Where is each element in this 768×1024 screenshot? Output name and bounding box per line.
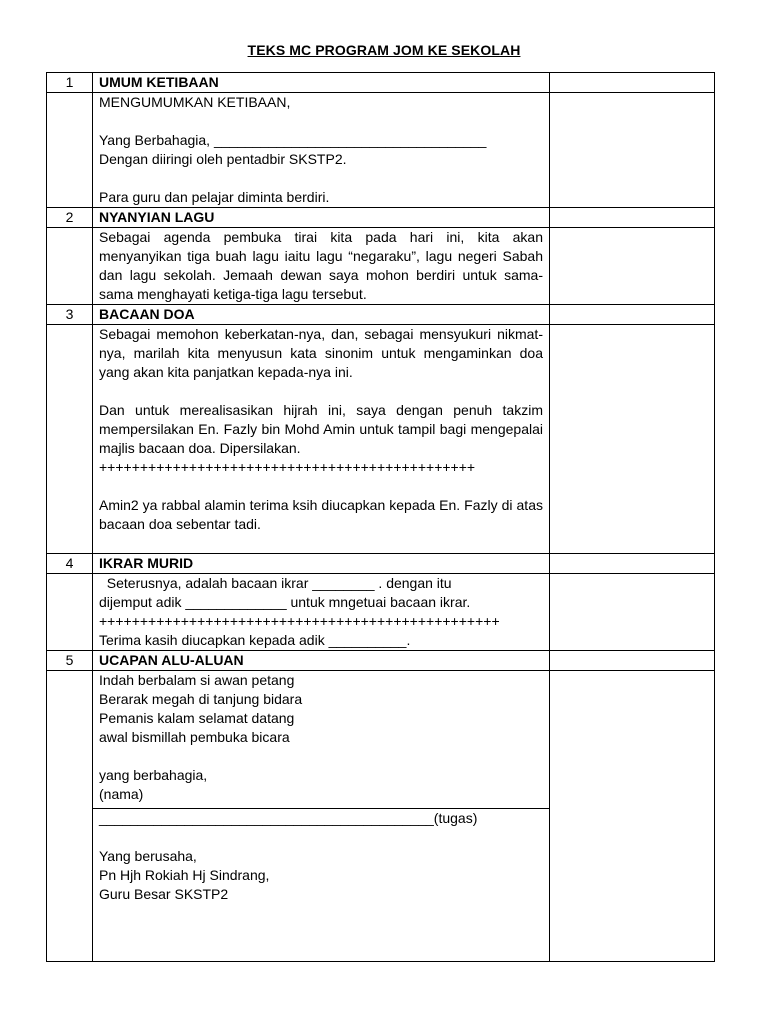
separator-line: ++++++++++++++++++++++++++++++++++++++++++++++ [99, 459, 476, 475]
section-heading: UCAPAN ALU-ALUAN [93, 651, 550, 671]
number-cell [47, 671, 93, 962]
body-line: dijemput adik _____________ untuk mngetuai bacaan ikrar. [99, 594, 471, 610]
section-heading-row [47, 305, 715, 325]
body-paragraph: Sebagai memohon keberkatan-nya, dan, sebagai mensyukuri nikmat-nya, marilah kita menyusun kata sinonim untuk mengaminkan doa yang akan kita panjatkan kepada-nya ini. [99, 326, 543, 380]
section-body [93, 325, 550, 554]
body-line: Dengan diiringi oleh pentadbir SKSTP2. [99, 151, 347, 167]
notes-cell [550, 574, 715, 651]
notes-cell [550, 73, 715, 93]
body-paragraph: Dan untuk merealisasikan hijrah ini, saya dengan penuh takzim mempersilakan En. Fazly bin Mohd Amin untuk tampil bagi mengepalai majlis bacaan doa. Dipersilakan. [99, 402, 543, 456]
section-number: 1 [47, 73, 93, 93]
pantun-line: Berarak megah di tanjung bidara [99, 691, 303, 707]
section-heading: NYANYIAN LAGU [93, 208, 550, 228]
section-body-row [47, 228, 715, 305]
pantun-line: Pemanis kalam selamat datang [99, 710, 295, 726]
pantun-line: awal bismillah pembuka bicara [99, 729, 290, 745]
notes-cell [550, 305, 715, 325]
notes-cell [550, 554, 715, 574]
notes-cell [550, 228, 715, 305]
closing-line: Yang berusaha, [99, 848, 197, 864]
notes-cell [550, 651, 715, 671]
section-heading: IKRAR MURID [93, 554, 550, 574]
body-line: MENGUMUMKAN KETIBAAN, [99, 94, 291, 110]
name-line: (nama) [99, 786, 144, 802]
separator-line: +++++++++++++++++++++++++++++++++++++++++++++++++ [99, 613, 500, 629]
section-body [93, 93, 550, 208]
section-body-row [47, 574, 715, 651]
pantun-line: Indah berbalam si awan petang [99, 672, 295, 688]
body-line: Para guru dan pelajar diminta berdiri. [99, 189, 330, 205]
section-heading-row [47, 73, 715, 93]
section-body [93, 671, 550, 962]
body-line: Seterusnya, adalah bacaan ikrar ________ . dengan itu [99, 575, 452, 591]
notes-cell [550, 93, 715, 208]
section-heading: BACAAN DOA [93, 305, 550, 325]
section-heading-row [47, 651, 715, 671]
task-line: ___________________________________________(tugas) [99, 810, 478, 826]
notes-cell [550, 325, 715, 554]
section-body-row [47, 325, 715, 554]
mc-script-table [46, 72, 715, 962]
greeting-line: yang berbahagia, [99, 767, 208, 783]
notes-cell [550, 208, 715, 228]
body-line: Terima kasih diucapkan kepada adik __________. [99, 632, 411, 648]
number-cell [47, 325, 93, 554]
section-body [93, 228, 550, 305]
section-number: 2 [47, 208, 93, 228]
notes-cell [550, 671, 715, 962]
section-number: 3 [47, 305, 93, 325]
body-line: Yang Berbahagia, ___________________________________ [99, 132, 487, 148]
section-body-row [47, 93, 715, 208]
section-body [93, 574, 550, 651]
section-number: 5 [47, 651, 93, 671]
number-cell [47, 93, 93, 208]
number-cell [47, 574, 93, 651]
document-title: TEKS MC PROGRAM JOM KE SEKOLAH [247, 42, 521, 58]
closing-line: Guru Besar SKSTP2 [99, 886, 229, 902]
section-body-row [47, 671, 715, 962]
body-paragraph: Amin2 ya rabbal alamin terima ksih diucapkan kepada En. Fazly di atas bacaan doa sebentar tadi. [99, 497, 543, 532]
number-cell [47, 228, 93, 305]
body-paragraph: Sebagai agenda pembuka tirai kita pada hari ini, kita akan menyanyikan tiga buah lagu iaitu lagu “negaraku”, lagu negeri Sabah dan lagu sekolah. Jemaah dewan saya mohon berdiri untuk sama-sama menghayati ketiga-tiga lagu tersebut. [99, 229, 543, 302]
section-heading-row [47, 208, 715, 228]
section-heading-row [47, 554, 715, 574]
section-number: 4 [47, 554, 93, 574]
section-heading: UMUM KETIBAAN [93, 73, 550, 93]
closing-line: Pn Hjh Rokiah Hj Sindrang, [99, 867, 270, 883]
